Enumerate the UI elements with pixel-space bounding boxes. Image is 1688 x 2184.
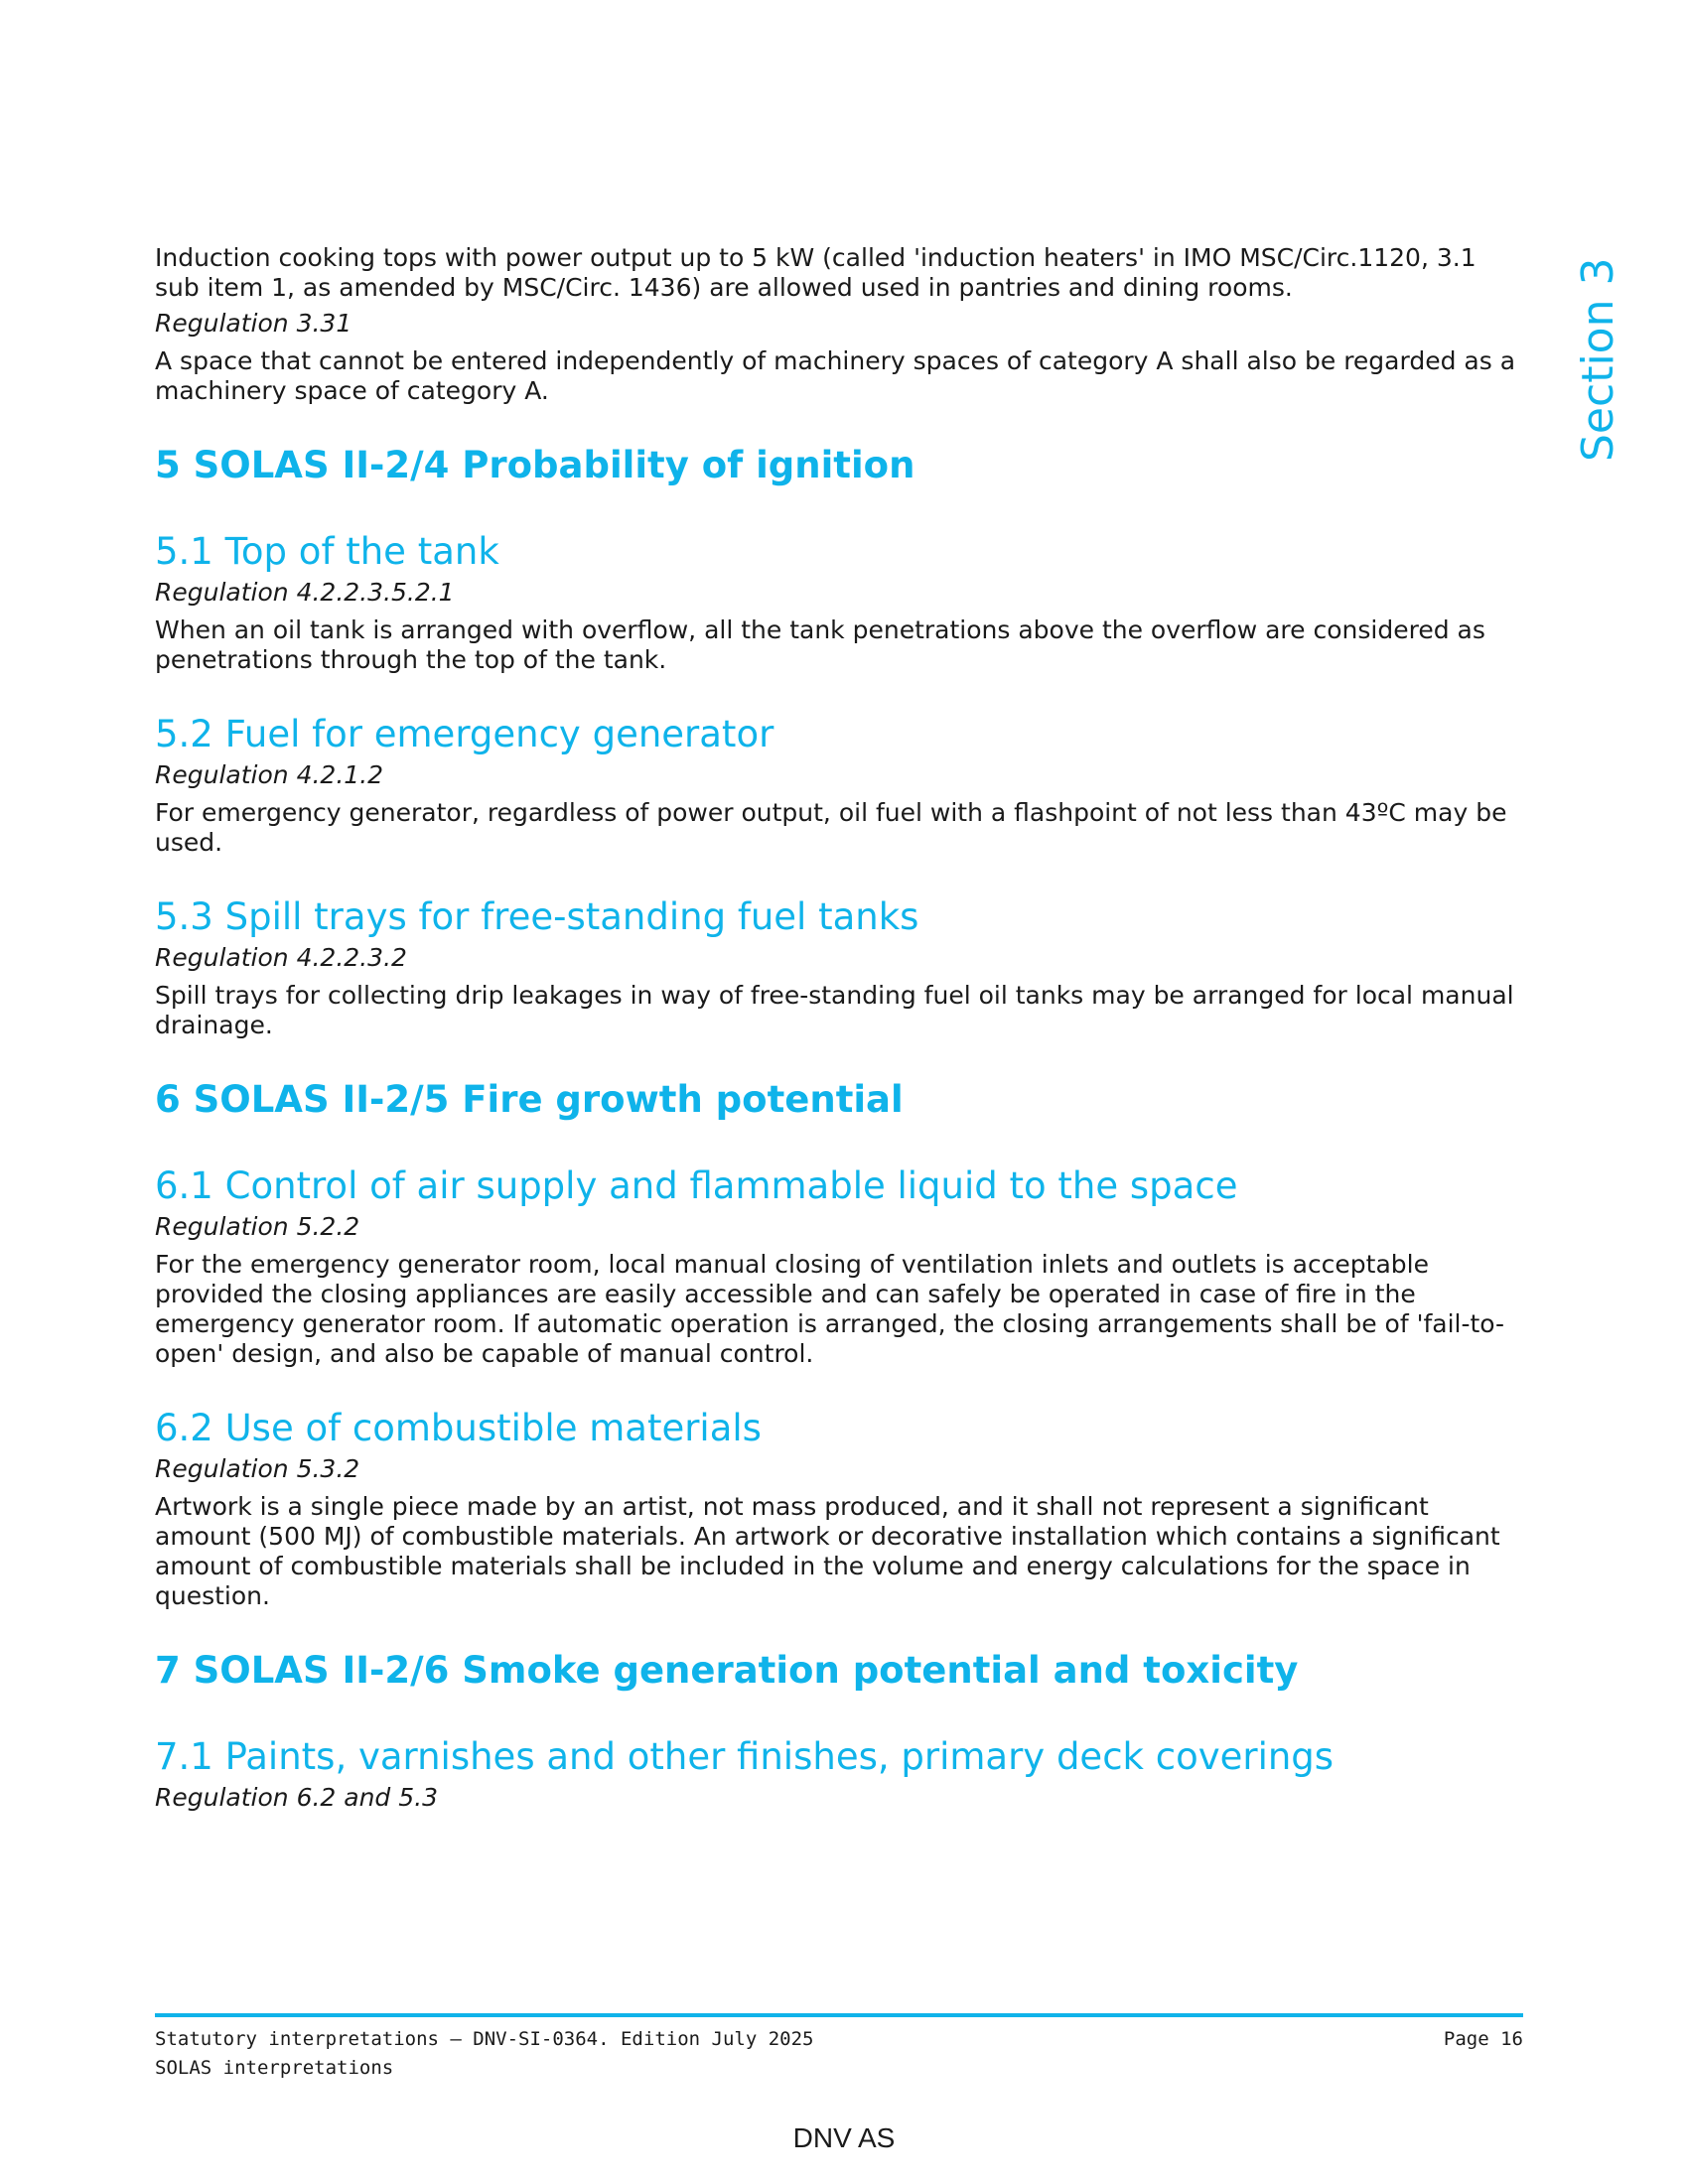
footer-subtitle: SOLAS interpretations [155, 2057, 394, 2079]
section-tab: Section 3 [1573, 257, 1623, 462]
regulation-ref: Regulation 4.2.2.3.2 [155, 943, 407, 972]
regulation-ref: Regulation 3.31 [155, 309, 352, 338]
section-text: For emergency generator, regardless of power output, oil fuel with a flashpoint of not less than 43ºC may be used. [155, 798, 1507, 857]
footer-divider [155, 2013, 1523, 2017]
footer-page-number: Page 16 [1443, 2028, 1523, 2050]
section-heading: 7.1 Paints, varnishes and other finishes, primary deck coverings [155, 1735, 1335, 1778]
regulation-ref: Regulation 5.3.2 [155, 1454, 360, 1483]
regulation-ref: Regulation 6.2 and 5.3 [155, 1783, 439, 1812]
chapter-heading: 5 SOLAS II-2/4 Probability of ignition [155, 444, 915, 486]
section-heading: 6.1 Control of air supply and flammable liquid to the space [155, 1164, 1238, 1207]
page-footer [155, 2025, 1523, 2083]
section-heading: 5.1 Top of the tank [155, 530, 499, 573]
section-text: Artwork is a single piece made by an artist, not mass produced, and it shall not represent a significant amount (500 MJ) of combustible materials. An artwork or decorative installation which contains a significant amount of combustible materials shall be included in the volume and energy calculations for the space in question. [155, 1492, 1500, 1610]
section-heading: 5.3 Spill trays for free-standing fuel tanks [155, 895, 919, 938]
section-text: For the emergency generator room, local manual closing of ventilation inlets and outlets is acceptable provided the closing appliances are easily accessible and can safely be operated in case of fire in the emergency generator room. If automatic operation is arranged, the closing arrangements shall be of 'fail-to-open' design, and also be capable of manual control. [155, 1250, 1505, 1368]
regulation-ref: Regulation 4.2.1.2 [155, 760, 384, 789]
section-text: When an oil tank is arranged with overflow, all the tank penetrations above the overflow are considered as penetrations through the top of the tank. [155, 615, 1485, 674]
footer-document-title: Statutory interpretations — DNV-SI-0364. Edition July 2025 [155, 2028, 814, 2050]
section-heading: 6.2 Use of combustible materials [155, 1407, 762, 1449]
page-content [155, 243, 1515, 1821]
chapter-heading: 6 SOLAS II-2/5 Fire growth potential [155, 1078, 904, 1121]
chapter-heading: 7 SOLAS II-2/6 Smoke generation potential and toxicity [155, 1649, 1299, 1692]
regulation-ref: Regulation 5.2.2 [155, 1212, 360, 1241]
section-text: Spill trays for collecting drip leakages in way of free-standing fuel oil tanks may be arranged for local manual drainage. [155, 981, 1514, 1039]
company-name: DNV AS [792, 2122, 896, 2153]
intro-paragraph: A space that cannot be entered independently of machinery spaces of category A shall also be regarded as a machinery space of category A. [155, 346, 1516, 405]
section-heading: 5.2 Fuel for emergency generator [155, 713, 774, 755]
intro-paragraph: Induction cooking tops with power output up to 5 kW (called 'induction heaters' in IMO MSC/Circ.1120, 3.1 sub item 1, as amended by MSC/Circ. 1436) are allowed used in pantries and dining rooms. [155, 243, 1477, 302]
regulation-ref: Regulation 4.2.2.3.5.2.1 [155, 578, 455, 607]
